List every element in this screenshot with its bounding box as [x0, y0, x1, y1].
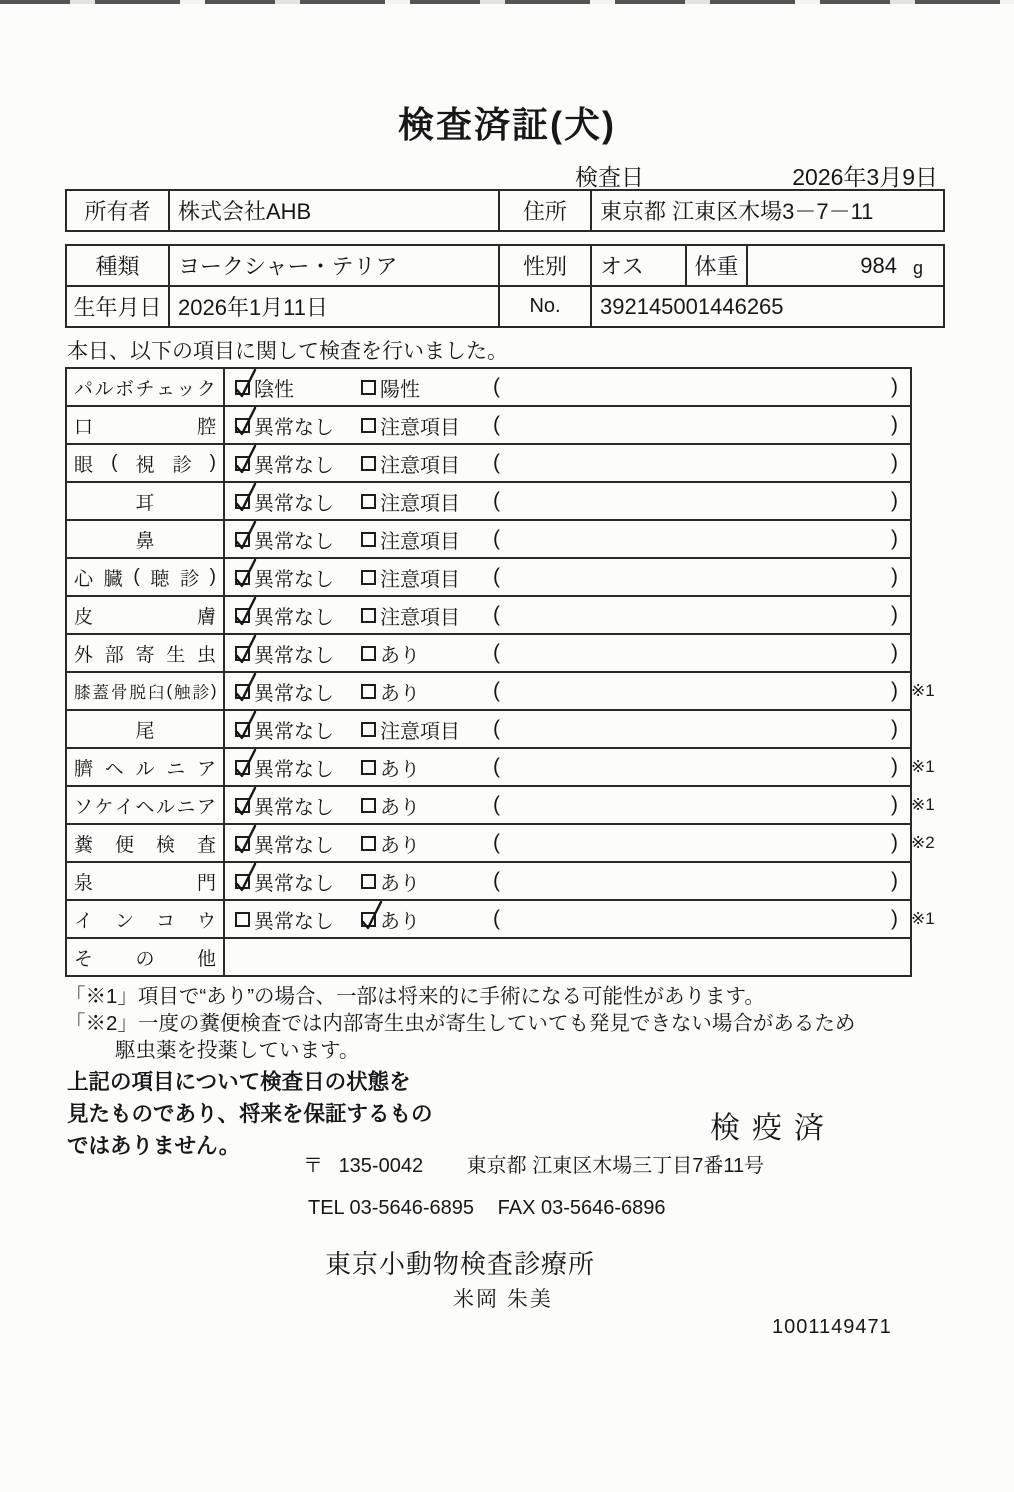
option-2-label: 注意項目: [380, 530, 460, 553]
postal-code: 135-0042: [338, 1155, 424, 1177]
item-label: 眼 ( 視 診 ): [67, 445, 225, 481]
option-2: [361, 829, 493, 858]
checkbox-icon: [235, 570, 250, 585]
paren-close: ): [891, 603, 898, 626]
paren-close: ): [891, 413, 898, 436]
clinic-address: 東京都 江東区木場三丁目7番11号: [466, 1155, 765, 1177]
option-1: [225, 791, 361, 820]
option-1-label: 異常なし: [254, 416, 334, 439]
paren-open: (: [493, 489, 500, 512]
checkbox-icon: [361, 722, 376, 737]
inspection-row: [67, 633, 910, 671]
option-2-label: あり: [380, 758, 420, 781]
option-1-label: 異常なし: [254, 568, 334, 591]
inspection-table: [65, 367, 935, 977]
checkbox-icon: [235, 912, 250, 927]
row-content: [225, 711, 910, 747]
option-1: [225, 487, 361, 516]
option-1: [225, 867, 361, 896]
checkbox-icon: [235, 380, 250, 395]
weight-label: 体重: [685, 246, 746, 285]
notes-block: [65, 983, 855, 1064]
row-content: [225, 635, 910, 671]
checkbox-icon: [361, 456, 376, 471]
checkbox-icon: [235, 494, 250, 509]
paren-close: ): [891, 489, 898, 512]
row-note: ※1: [911, 909, 935, 928]
checkbox-icon: [235, 874, 250, 889]
paren-close: ): [891, 717, 898, 740]
address-label: 住所: [498, 191, 590, 230]
birthdate-label: 生年月日: [73, 295, 162, 320]
option-2: [361, 715, 493, 744]
note-line-2: 「※2」一度の糞便検査では内部寄生虫が寄生していても発見できない場合があるため: [65, 1012, 856, 1035]
checkbox-icon: [361, 418, 376, 433]
paren-open: (: [493, 603, 500, 626]
item-label: 外 部 寄 生 虫: [67, 635, 225, 671]
remarks-field: [493, 603, 910, 627]
inspection-row: [67, 937, 910, 975]
sex-value: オス: [590, 246, 685, 285]
option-1: [225, 639, 361, 668]
remarks-field: [493, 907, 910, 931]
option-2: [361, 905, 493, 934]
option-1-label: 異常なし: [254, 834, 334, 857]
inspection-row: [67, 823, 935, 861]
paren-close: ): [891, 641, 898, 664]
check-mark-icon: [359, 897, 385, 931]
inspection-row: [67, 671, 935, 709]
pet-table: [65, 244, 945, 328]
option-2-label: あり: [380, 682, 420, 705]
checkbox-icon: [235, 608, 250, 623]
option-1: [225, 905, 361, 934]
row-content: [225, 597, 910, 633]
paren-open: (: [493, 831, 500, 854]
row-note: ※1: [911, 795, 935, 814]
option-2: [361, 525, 493, 554]
checkbox-icon: [235, 684, 250, 699]
option-2-label: あり: [380, 910, 420, 933]
veterinarian-name: 米岡 朱美: [453, 1288, 553, 1311]
option-1-label: 陰性: [254, 378, 294, 401]
paren-close: ): [891, 375, 898, 398]
item-label: 泉 門: [67, 863, 225, 899]
option-1-label: 異常なし: [254, 454, 334, 477]
option-2: [361, 639, 493, 668]
paren-open: (: [493, 641, 500, 664]
checkbox-icon: [361, 494, 376, 509]
paren-open: (: [493, 375, 500, 398]
check-mark-icon: [233, 821, 259, 855]
paren-open: (: [493, 717, 500, 740]
intro-text: 本日、以下の項目に関して検査を行いました。: [67, 340, 508, 363]
option-2-label: あり: [380, 796, 420, 819]
paren-close: ): [891, 831, 898, 854]
row-content: [225, 407, 910, 443]
checkbox-icon: [235, 836, 250, 851]
check-mark-icon: [233, 441, 259, 475]
remarks-field: [493, 413, 910, 437]
check-mark-icon: [233, 479, 259, 513]
disclaimer-line-1: 上記の項目について検査日の状態を: [67, 1070, 411, 1094]
row-content: [225, 673, 910, 709]
note-line-3: 駆虫薬を投薬しています。: [115, 1039, 360, 1062]
row-content: [225, 559, 910, 595]
fax-number: FAX 03-5646-6896: [497, 1197, 666, 1219]
inspection-row: [67, 595, 910, 633]
option-2: [361, 411, 493, 440]
sex-label: 性別: [498, 246, 590, 285]
birthdate-value: 2026年1月11日: [168, 287, 498, 326]
check-mark-icon: [233, 707, 259, 741]
remarks-field: [493, 717, 910, 741]
option-1: [225, 715, 361, 744]
option-1: [225, 677, 361, 706]
inspection-row: [67, 709, 910, 747]
owner-table: [65, 189, 945, 232]
option-1: [225, 373, 361, 402]
option-1: [225, 829, 361, 858]
option-2-label: 注意項目: [380, 492, 460, 515]
inspection-row: [67, 443, 910, 481]
number-label: No.: [498, 287, 590, 326]
check-mark-icon: [233, 593, 259, 627]
item-label: 口 腔: [67, 407, 225, 443]
row-content: [225, 445, 910, 481]
item-label: 鼻: [67, 521, 225, 557]
item-label: 皮 膚: [67, 597, 225, 633]
checkbox-icon: [235, 418, 250, 433]
check-mark-icon: [233, 631, 259, 665]
row-note: ※1: [911, 681, 935, 700]
inspection-row: [67, 861, 910, 899]
breed-row: [67, 246, 943, 285]
option-1: [225, 563, 361, 592]
checkbox-icon: [235, 532, 250, 547]
postal-address-line: [303, 1149, 764, 1178]
option-1-label: 異常なし: [254, 530, 334, 553]
item-label: パ ル ボ チ ェ ッ ク: [67, 369, 225, 405]
item-label: 臍 ヘ ル ニ ア: [67, 749, 225, 785]
birth-row: [67, 285, 943, 326]
disclaimer-text: [67, 1066, 433, 1162]
row-content: [225, 749, 910, 785]
option-1-label: 異常なし: [254, 492, 334, 515]
paren-close: ): [891, 527, 898, 550]
paren-close: ): [891, 869, 898, 892]
check-mark-icon: [233, 669, 259, 703]
inspection-row: [67, 899, 935, 937]
checkbox-icon: [361, 836, 376, 851]
option-2-label: 注意項目: [380, 454, 460, 477]
weight-unit: g: [912, 258, 923, 278]
paren-open: (: [493, 451, 500, 474]
row-content: [225, 787, 910, 823]
inspection-row: [67, 519, 910, 557]
check-mark-icon: [233, 745, 259, 779]
paren-close: ): [891, 793, 898, 816]
option-2: [361, 867, 493, 896]
option-2-label: 注意項目: [380, 720, 460, 743]
paren-close: ): [891, 907, 898, 930]
remarks-field: [493, 869, 910, 893]
weight-value: [746, 246, 943, 285]
owner-value: 株式会社AHB: [168, 191, 498, 230]
inspection-date-label: 検査日: [575, 164, 644, 190]
option-1-label: 異常なし: [254, 872, 334, 895]
remarks-field: [493, 375, 910, 399]
option-2: [361, 563, 493, 592]
option-2: [361, 791, 493, 820]
inspection-row: [67, 369, 910, 405]
remarks-field: [493, 793, 910, 817]
option-2: [361, 601, 493, 630]
checkbox-icon: [361, 532, 376, 547]
option-2: [361, 753, 493, 782]
option-1-label: 異常なし: [254, 796, 334, 819]
item-label: 膝 蓋 骨 脱 臼 ( 触 診 ): [67, 673, 225, 709]
option-2: [361, 677, 493, 706]
item-label: 尾: [67, 711, 225, 747]
clinic-name: 東京小動物検査診療所: [325, 1249, 596, 1279]
option-2-label: あり: [380, 834, 420, 857]
checkbox-icon: [361, 608, 376, 623]
row-content: [225, 483, 910, 519]
address-value: 東京都 江東区木場3－7－11: [590, 191, 943, 230]
option-2-label: 注意項目: [380, 416, 460, 439]
checkbox-icon: [361, 760, 376, 775]
paren-open: (: [493, 527, 500, 550]
option-1-label: 異常なし: [254, 910, 334, 933]
paren-close: ): [891, 755, 898, 778]
option-2-label: 注意項目: [380, 606, 460, 629]
row-content: [225, 939, 910, 975]
check-mark-icon: [233, 517, 259, 551]
checkbox-icon: [361, 874, 376, 889]
remarks-field: [493, 679, 910, 703]
option-1: [225, 525, 361, 554]
remarks-field: [493, 451, 910, 475]
option-1-label: 異常なし: [254, 720, 334, 743]
remarks-field: [493, 527, 910, 551]
paren-open: (: [493, 565, 500, 588]
item-label: そ の 他: [67, 939, 225, 975]
item-label: 耳: [67, 483, 225, 519]
inspection-row: [67, 785, 935, 823]
paren-open: (: [493, 413, 500, 436]
option-1: [225, 411, 361, 440]
option-1: [225, 601, 361, 630]
row-content: [225, 521, 910, 557]
check-mark-icon: [233, 555, 259, 589]
row-note: ※1: [911, 757, 935, 776]
owner-label: 所有者: [84, 199, 151, 224]
checkbox-icon: [361, 380, 376, 395]
checkbox-icon: [361, 570, 376, 585]
checkbox-icon: [361, 646, 376, 661]
option-2-label: 陽性: [380, 378, 420, 401]
checkbox-icon: [235, 722, 250, 737]
check-mark-icon: [233, 365, 259, 399]
paren-open: (: [493, 755, 500, 778]
breed-label: 種類: [95, 254, 140, 279]
inspection-row: [67, 405, 910, 443]
checkbox-icon: [235, 646, 250, 661]
item-label: 心 臓 ( 聴 診 ): [67, 559, 225, 595]
remarks-field: [493, 489, 910, 513]
option-1: [225, 449, 361, 478]
check-mark-icon: [233, 859, 259, 893]
option-1-label: 異常なし: [254, 644, 334, 667]
note-line-1: 「※1」項目で“あり”の場合、一部は将来的に手術になる可能性があります。: [65, 985, 765, 1008]
remarks-field: [493, 565, 910, 589]
row-content: [225, 825, 910, 861]
option-2-label: 注意項目: [380, 568, 460, 591]
paren-close: ): [891, 679, 898, 702]
paren-open: (: [493, 869, 500, 892]
option-2-label: あり: [380, 644, 420, 667]
remarks-field: [493, 641, 910, 665]
breed-value: ヨークシャー・テリア: [168, 246, 498, 285]
item-label: イ ン コ ウ: [67, 901, 225, 937]
inspection-row: [67, 481, 910, 519]
owner-row: [67, 191, 943, 230]
document-number: 1001149471: [772, 1316, 892, 1338]
paren-open: (: [493, 907, 500, 930]
paren-close: ): [891, 565, 898, 588]
scan-edge-artifact: [0, 0, 1014, 4]
checkbox-icon: [235, 456, 250, 471]
option-1-label: 異常なし: [254, 758, 334, 781]
tel-number: TEL 03-5646-6895: [308, 1197, 475, 1219]
weight-number: 984: [860, 252, 897, 278]
quarantine-stamp: 検疫済: [710, 1112, 836, 1145]
option-2: [361, 449, 493, 478]
checkbox-icon: [235, 798, 250, 813]
option-2: [361, 487, 493, 516]
option-1: [225, 753, 361, 782]
row-content: [225, 863, 910, 899]
paren-open: (: [493, 679, 500, 702]
checkbox-icon: [361, 684, 376, 699]
paren-open: (: [493, 793, 500, 816]
inspection-date-value: 2026年3月9日: [792, 164, 938, 190]
disclaimer-line-3: ではありません。: [67, 1134, 241, 1158]
option-2-label: あり: [380, 872, 420, 895]
row-content: [225, 901, 910, 937]
page-title: 検査済証(犬): [398, 104, 616, 145]
check-mark-icon: [233, 403, 259, 437]
row-content: [225, 369, 910, 405]
option-2: [361, 373, 493, 402]
inspection-row: [67, 557, 910, 595]
checkbox-icon: [361, 912, 376, 927]
item-label: 糞 便 検 査: [67, 825, 225, 861]
checkbox-icon: [361, 798, 376, 813]
item-label: ソ ケ イ ヘ ル ニ ア: [67, 787, 225, 823]
number-value: 392145001446265: [590, 287, 943, 326]
remarks-field: [493, 831, 910, 855]
remarks-field: [493, 755, 910, 779]
postal-mark-icon: 〒: [303, 1155, 323, 1177]
disclaimer-line-2: 見たものであり、将来を保証するもの: [67, 1102, 433, 1126]
row-note: ※2: [911, 833, 935, 852]
option-1-label: 異常なし: [254, 682, 334, 705]
tel-fax-line: [308, 1197, 666, 1220]
option-1-label: 異常なし: [254, 606, 334, 629]
check-mark-icon: [233, 783, 259, 817]
inspection-row: [67, 747, 935, 785]
checkbox-icon: [235, 760, 250, 775]
paren-close: ): [891, 451, 898, 474]
